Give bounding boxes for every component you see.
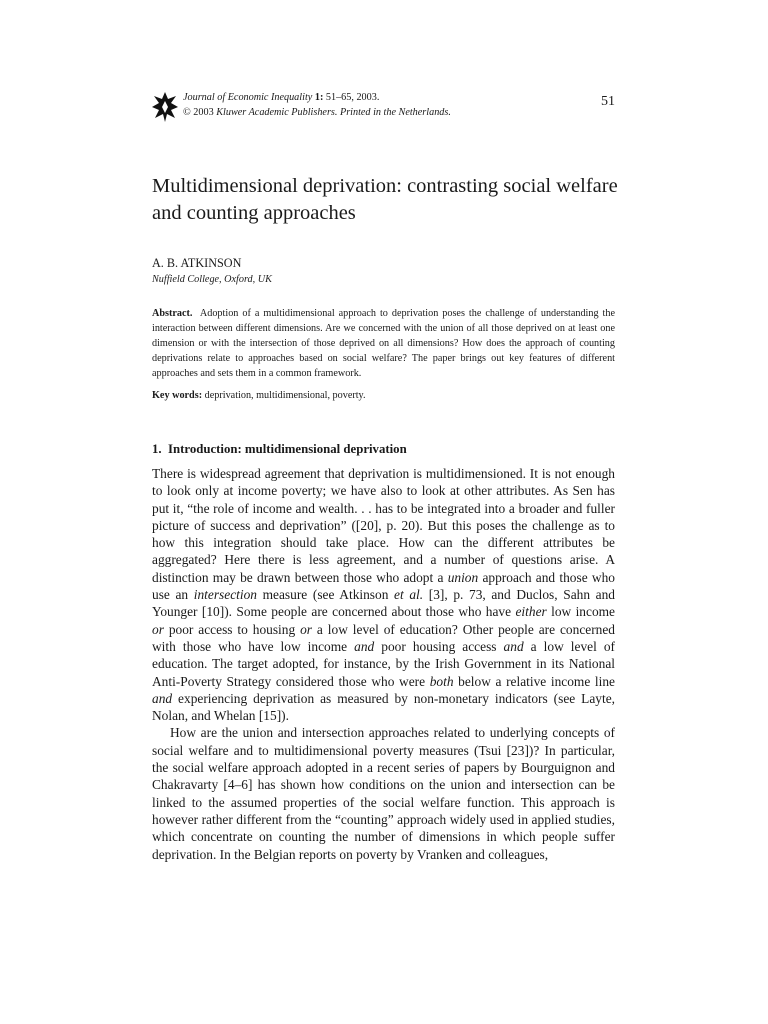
keywords (152, 390, 366, 401)
text-run: measure (see Atkinson (256, 587, 395, 603)
journal-citation (183, 90, 451, 105)
journal-volume: 1: (314, 92, 324, 103)
text-run: experiencing deprivation as measured by non-monetary indicators (see Layte, Nolan, and Whelan [15]). (152, 690, 615, 724)
keywords-label: Key words: (152, 390, 203, 401)
copyright-line (183, 105, 451, 120)
journal-name: Journal of Economic Inequality (183, 92, 313, 103)
keywords-text: deprivation, multidimensional, poverty. (204, 390, 366, 401)
copyright-year: © 2003 (183, 107, 214, 118)
journal-pages-year: 51–65, 2003. (323, 92, 380, 103)
emphasis: union (447, 569, 479, 585)
text-run: a low level of education? Other people are concerned with those who have low income (152, 621, 615, 654)
text-run: poor housing access (374, 638, 504, 654)
author-name: A. B. ATKINSON (152, 256, 242, 270)
text-run: [3], p. 73, and Duclos, Sahn and Younger [10]). Some people are concerned about those who have (152, 587, 615, 620)
section-heading (152, 442, 407, 457)
paragraph-2: How are the union and intersection approaches related to underlying concepts of social welfare and to multidimensional poverty measures (Tsui [23])? In particular, the social welfare approach adopted in a recent series of papers by Bourguignon and Chakravarty [4–6] has shown how conditions on the union and intersection can be linked to the assumed properties of the social welfare function. This approach is however rather different from the “counting” approach widely used in applied studies, which concentrate on counting the number of dimensions in which people suffer deprivation. In the Belgian reports on poverty by Vranken and colleagues, (152, 725, 615, 862)
emphasis: and (152, 690, 173, 706)
section-number: 1. (152, 442, 162, 456)
section-title: Introduction: multidimensional deprivation (168, 442, 407, 456)
text-run: poor access to housing (163, 621, 301, 637)
text-run: There is widespread agreement that deprivation is multidimensioned. It is not enough to look only at income poverty; we have also to look at other attributes. As Sen has put it, “the role of income and wealth. . . has to be integrated into a broader and fuller picture of success and deprivation” ([20], p. 20). But this poses the challenge as to how this integration should take place. How can the different attributes be aggregated? Here there is less agreement, and a number of questions arise. A distinction may be drawn between those who adopt a (152, 466, 615, 585)
abstract-text: Adoption of a multidimensional approach to deprivation poses the challenge of understanding the interaction between different dimensions. Are we concerned with the union of all those deprived on at least one dimension or with the intersection of those deprived on all dimensions? How does the approach of counting deprivations relate to approaches based on social welfare? The paper brings out key features of different approaches and sets them in a common framework. (152, 308, 616, 379)
emphasis: both (429, 673, 454, 689)
emphasis: or (300, 621, 312, 637)
publisher-name: Kluwer Academic Publishers. (216, 107, 338, 118)
text-run: approach and those who use an (152, 569, 615, 603)
paragraph-1 (152, 465, 615, 724)
emphasis: and (503, 638, 524, 654)
abstract (152, 306, 615, 381)
emphasis: et al. (394, 587, 424, 603)
text-run: below a relative income line (453, 673, 615, 689)
publisher-logo-icon (152, 92, 178, 122)
abstract-label: Abstract. (152, 308, 193, 319)
emphasis: either (515, 604, 547, 620)
emphasis: intersection (193, 587, 257, 603)
body-text (152, 465, 615, 863)
emphasis: or (152, 621, 164, 637)
journal-header (183, 90, 451, 120)
text-run: low income (546, 604, 616, 620)
printed-location: Printed in the Netherlands. (339, 107, 451, 118)
paper-title: Multidimensional deprivation: contrasting social welfare and counting approaches (152, 175, 618, 224)
author-affiliation: Nuffield College, Oxford, UK (152, 274, 272, 285)
emphasis: and (354, 638, 375, 654)
text-run: a low level of education. The target adopted, for instance, by the Irish Government in its National Anti-Poverty Strategy considered those who were (152, 638, 615, 689)
page-number: 51 (601, 94, 615, 109)
